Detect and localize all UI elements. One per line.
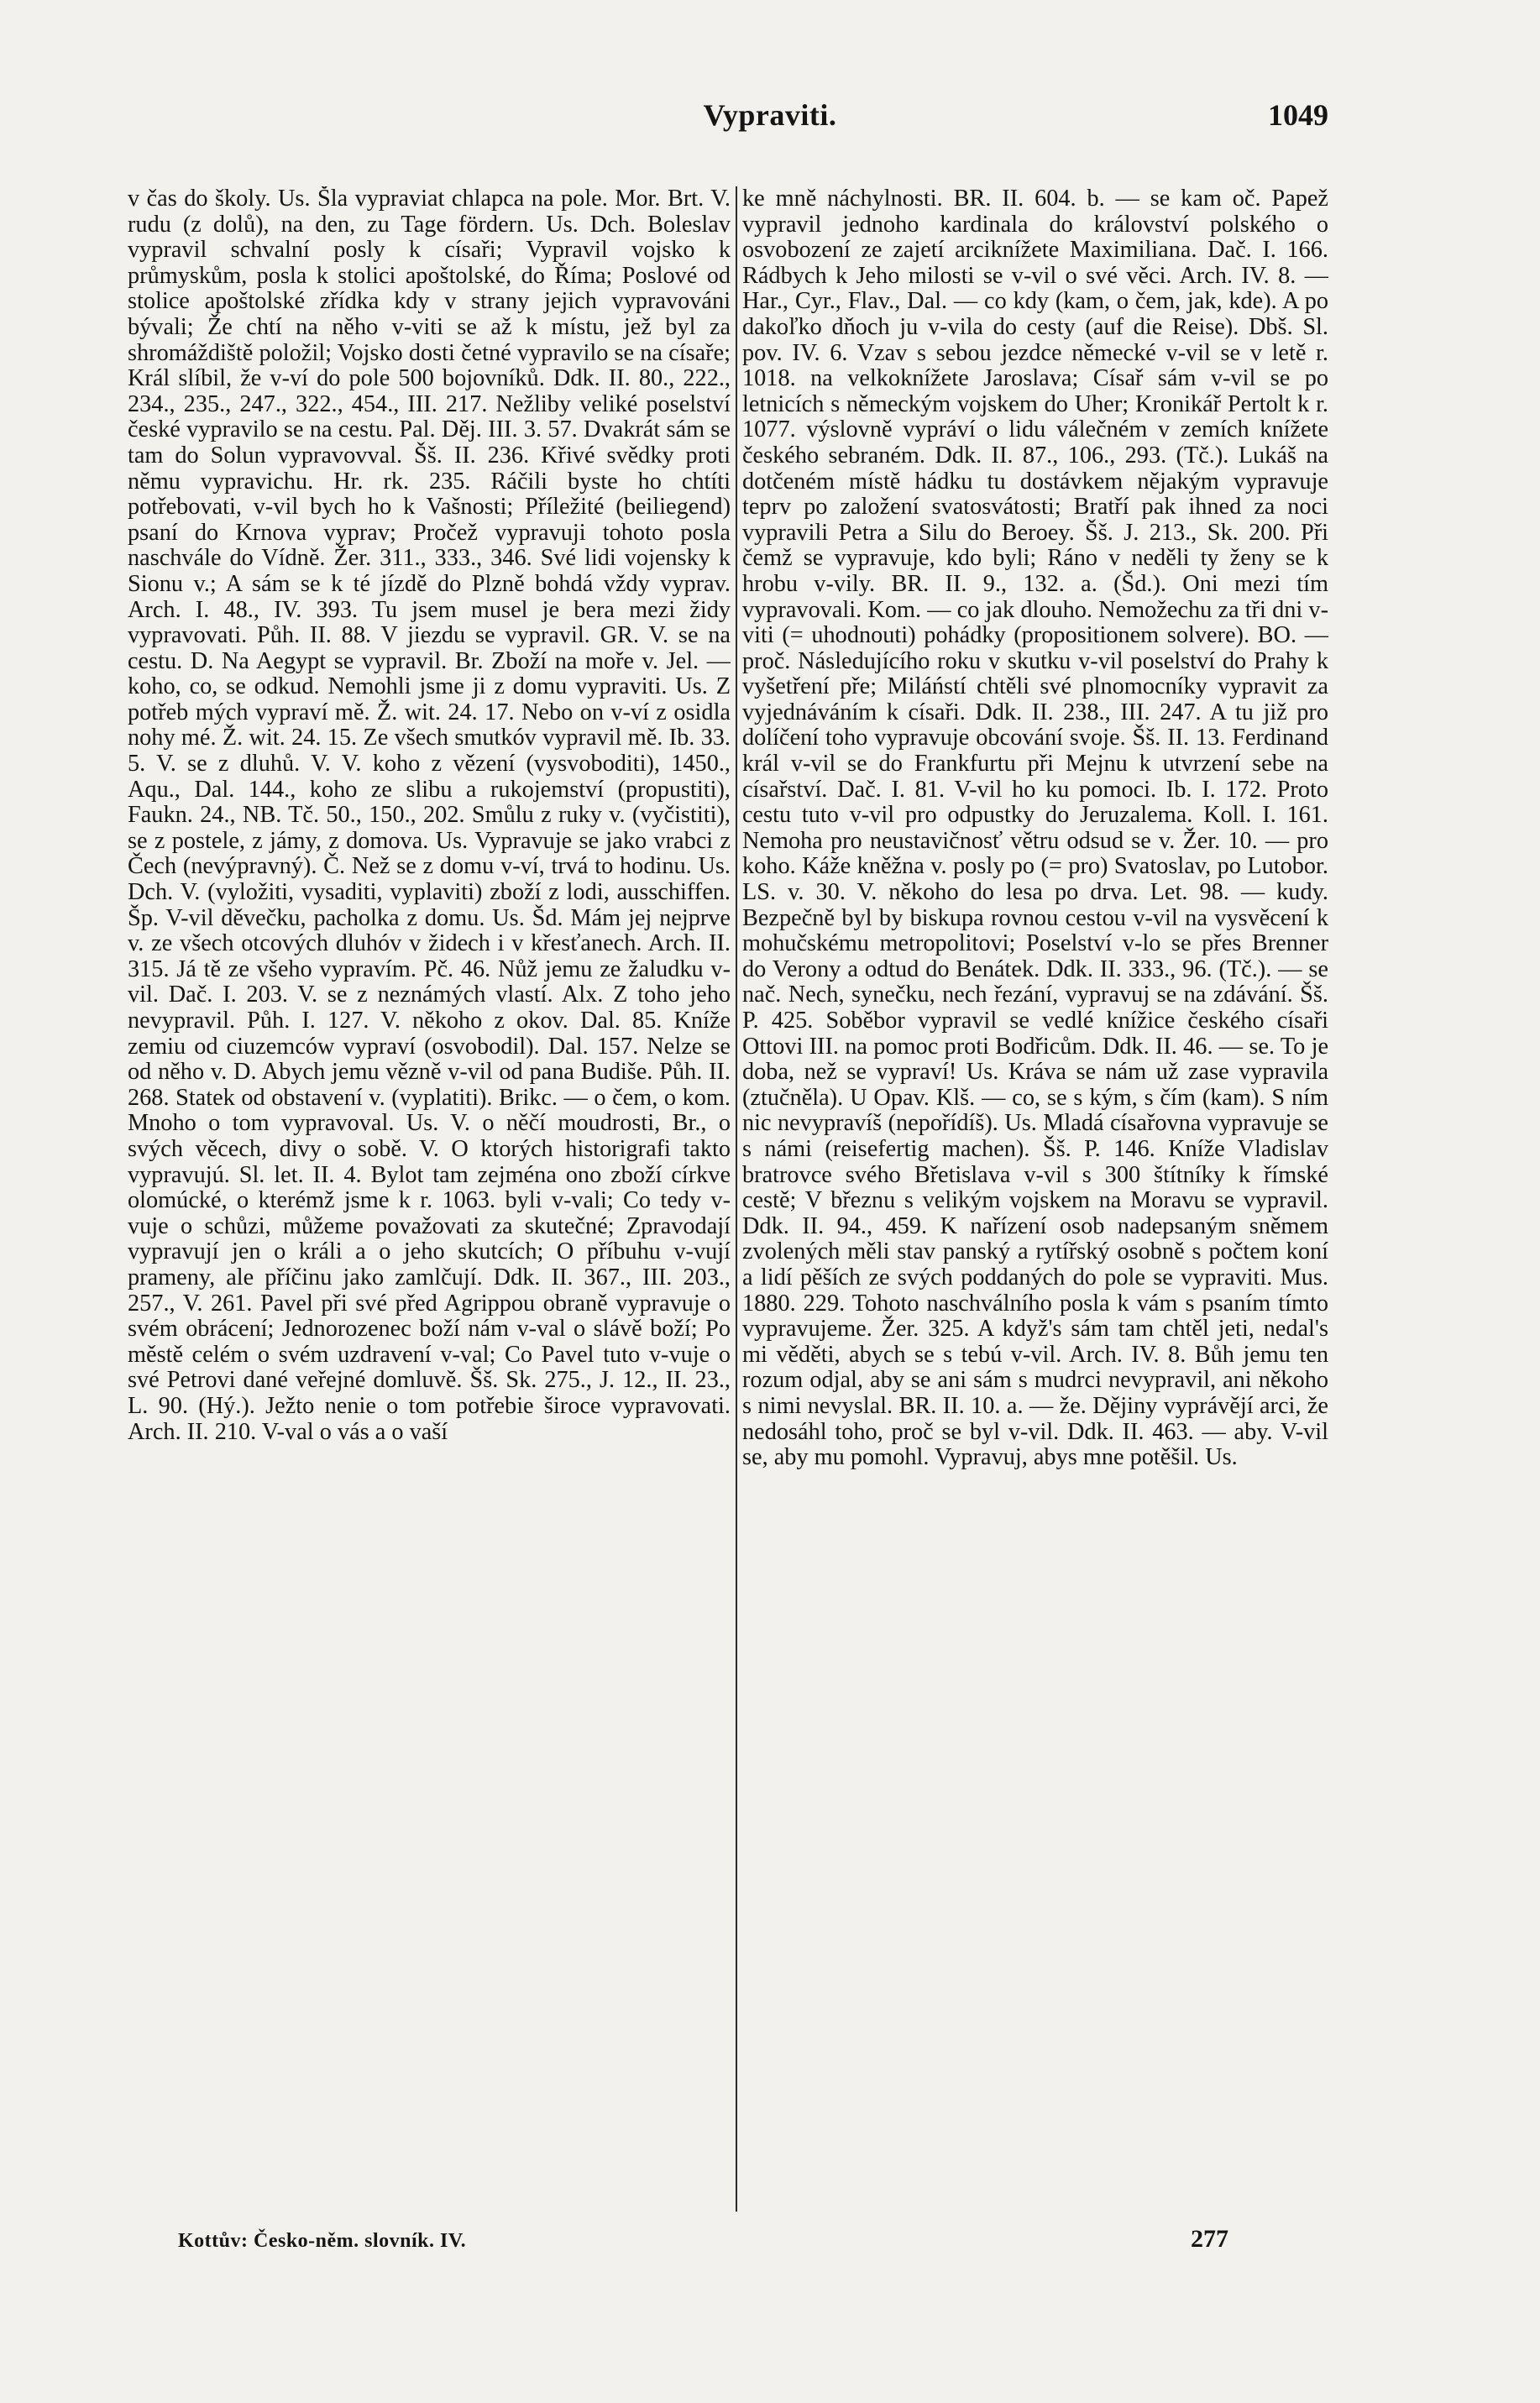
footer-signature-number: 277 [1191, 2225, 1228, 2253]
left-column-text: v čas do školy. Us. Šla vypraviat chlapca na pole. Mor. Brt. V. rudu (z dolů), na den, zu Tage fördern. Us. Dch. Boleslav vypravil schvalní posly k císaři; Vypravil vojsko k průmyskům, posla k stolici apoštolské, do Říma; Poslové od stolice apoštolské zřídka kdy v strany jejich vypravováni bývali; Že chtí na něho v-viti se až k místu, jež byl za shromáždiště položil; Vojsko dosti četné vypravilo se na císaře; Král slíbil, že v-ví do pole 500 bojovníků. Ddk. II. 80., 222., 234., 235., 247., 322., 454., III. 217. Nežliby veliké poselství české vypravilo se na cestu. Pal. Děj. III. 3. 57. Dvakrát sám se tam do Solun vypravovval. Šš. II. 236. Křivé svědky proti němu vypravichu. Hr. rk. 235. Ráčili byste ho chtíti potřebovati, v-vil bych ho k Vašnosti; Příležité (beiliegend) psaní do Krnova vyprav; Pročež vypravuji tohoto posla naschvále do Vídně. Žer. 311., 333., 346. Své lidi vojensky k Sionu v.; A sám se k té jízdě do Plzně bohdá vždy vyprav. Arch. I. 48., IV. 393. Tu jsem musel je bera mezi židy vypravovati. Půh. II. 88. V jiezdu se vypravil. GR. V. se na cestu. D. Na Aegypt se vypravil. Br. Zboží na moře v. Jel. — koho, co, se odkud. Nemohli jsme ji z domu vypraviti. Us. Z potřeb mých vypraví mě. Ž. wit. 24. 17. Nebo on v-ví z osidla nohy mé. Ž. wit. 24. 15. Ze všech smutkóv vypravil mě. Ib. 33. 5. V. se z dluhů. V. V. koho z vězení (vysvoboditi), 1450., Aqu., Dal. 144., koho ze slibu a rukojemství (propustiti), Faukn. 24., NB. Tč. 50., 150., 202. Smůlu z ruky v. (vyčistiti), se z postele, z jámy, z domova. Us. Vypravuje se jako vrabci z Čech (nevýpravný). Č. Než se z domu v-ví, trvá to hodinu. Us. Dch. V. (vyložiti, vysaditi, vyplaviti) zboží z lodi, ausschiffen. Šp. V-vil děvečku, pacholka z domu. Us. Šd. Mám jej nejprve v. ze všech otcových dluhóv v židech i v křesťanech. Arch. II. 315. Já tě ze všeho vypravím. Pč. 46. Nůž jemu ze žaludku v-vil. Dač. I. 203. V. se z neznámých vlastí. Alx. Z toho jeho nevypravil. Půh. I. 127. V. někoho z okov. Dal. 85. Kníže zemiu od ciuzemców vypraví (osvobodil). Dal. 157. Nelze se od něho v. D. Abych jemu vězně v-vil od pana Budiše. Půh. II. 268. Statek od obstavení v. (vyplatiti). Brikc. — o čem, o kom. Mnoho o tom vypravoval. Us. V. o něčí moudrosti, Br., o svých věcech, divy o sobě. V. O ktorých historigrafi takto vypravujú. Sl. let. II. 4. Bylot tam zejména ono zboží církve olomúcké, o kterémž jsme k r. 1063. byli v-vali; Co tedy v-vuje o schůzi, můžeme považovati za skutečné; Zpravodají vypravují jen o králi a o jeho skutcích; O příbuhu v-vují prameny, ale příčinu jako zamlčují. Ddk. II. 367., III. 203., 257., V. 261. Pavel při své před Agrippou obraně vypravuje o svém obrácení; Jednorozenec boží nám v-val o slávě boží; Po městě celém o svém uzdravení v-val; Co Pavel tuto v-vuje o své Petrovi dané veřejné domluvě. Šš. Sk. 275., J. 12., II. 23., L. 90. (Hý.). Ježto nenie o tom potřebie široce vypravovati. Arch. II. 210. V-val o vás a o vaší [128, 186, 731, 1445]
column-divider [736, 186, 737, 2212]
right-column-text: ke mně náchylnosti. BR. II. 604. b. — se kam oč. Papež vypravil jednoho kardinala do království polského o osvobození ze zajetí arciknížete Maximiliana. Dač. I. 166. Rádbych k Jeho milosti se v-vil o své věci. Arch. IV. 8. — Har., Cyr., Flav., Dal. — co kdy (kam, o čem, jak, kde). A po dakoľko dňoch ju v-vila do cesty (auf die Reise). Dbš. Sl. pov. IV. 6. Vzav s sebou jezdce německé v-vil se v letě r. 1018. na velkoknížete Jaroslava; Císař sám v-vil se po letnicích s německým vojskem do Uher; Kronikář Pertolt k r. 1077. výslovně vypráví o lidu válečném v zemích knížete českého sebraném. Ddk. II. 87., 106., 293. (Tč.). Lukáš na dotčeném místě hádku tu dostávkem nějakým vypravuje teprv po založení svatosvátosti; Bratří pak ihned za noci vypravili Petra a Silu do Beroey. Šš. J. 213., Sk. 200. Při čemž se vypravuje, kdo byli; Ráno v neděli ty ženy se k hrobu v-vily. BR. II. 9., 132. a. (Šd.). Oni mezi tím vypravovali. Kom. — co jak dlouho. Nemožechu za tři dni v-viti (= uhodnouti) pohádky (propositionem solvere). BO. — proč. Následujícího roku v skutku v-vil poselství do Prahy k vyšetření pře; Miláństí chtěli své plnomocníky vypravit za vyjednáváním k císaři. Ddk. II. 238., III. 247. A tu již pro dolíčení toho vypravuje obcování svoje. Šš. II. 13. Ferdinand král v-vil se do Frankfurtu při Mejnu k utvrzení sebe na císařství. Dač. I. 81. V-vil ho ku pomoci. Ib. I. 172. Proto cestu tuto v-vil pro odpustky do Jeruzalema. Koll. I. 161. Nemoha pro neustavičnosť větru odsud se v. Žer. 10. — pro koho. Káže kněžna v. posly po (= pro) Svatoslav, po Lutobor. LS. v. 30. V. někoho do lesa po drva. Let. 98. — kudy. Bezpečně byl by biskupa rovnou cestou v-vil na vysvěcení k mohučskému metropolitovi; Poselství v-lo se přes Brenner do Verony a odtud do Benátek. Ddk. II. 333., 96. (Tč.). — se nač. Nech, synečku, nech řezání, vypravuj se na zdávání. Šš. P. 425. Soběbor vypravil se vedlé knížice českého císaři Ottovi III. na pomoc proti Bodřicům. Ddk. II. 46. — se. To je doba, než se vypraví! Us. Kráva se nám už zase vypravila (ztučněla). U Opav. Klš. — co, se s kým, s čím (kam). S ním nic nevypravíš (nepořídíš). Us. Mladá císařovna vypravuje se s námi (reisefertig machen). Šš. P. 146. Kníže Vladislav bratrovce svého Břetislava v-vil s 300 štítníky k římské cestě; V březnu s velikým vojskem na Moravu se vypravil. Ddk. II. 94., 459. K nařízení osob nadepsaným sněmem zvolených měli stav panský a rytířský osobně s počtem koní a lidí pěších ze svých poddaných do pole se vypraviti. Mus. 1880. 229. Tohoto naschválního posla k vám s psaním tímto vypravujeme. Žer. 325. A když's sám tam chtěl jeti, nedal's mi věděti, abych se s tebú v-vil. Arch. IV. 8. Bůh jemu ten rozum odjal, aby se ani sám s mudrci nevypravil, ani někoho s nimi nevyslal. BR. II. 10. a. — že. Dějiny vyprávějí arci, že nedosáhl toho, proč se byl v-vil. Ddk. II. 463. — aby. V-vil se, aby mu pomohl. Vypravuj, abys mne potěšil. Us. [742, 186, 1328, 1471]
footer-book-title: Kottův: Česko-něm. slovník. IV. [178, 2230, 467, 2252]
page-number: 1049 [1268, 98, 1328, 132]
running-headword: Vypraviti. [703, 98, 837, 132]
